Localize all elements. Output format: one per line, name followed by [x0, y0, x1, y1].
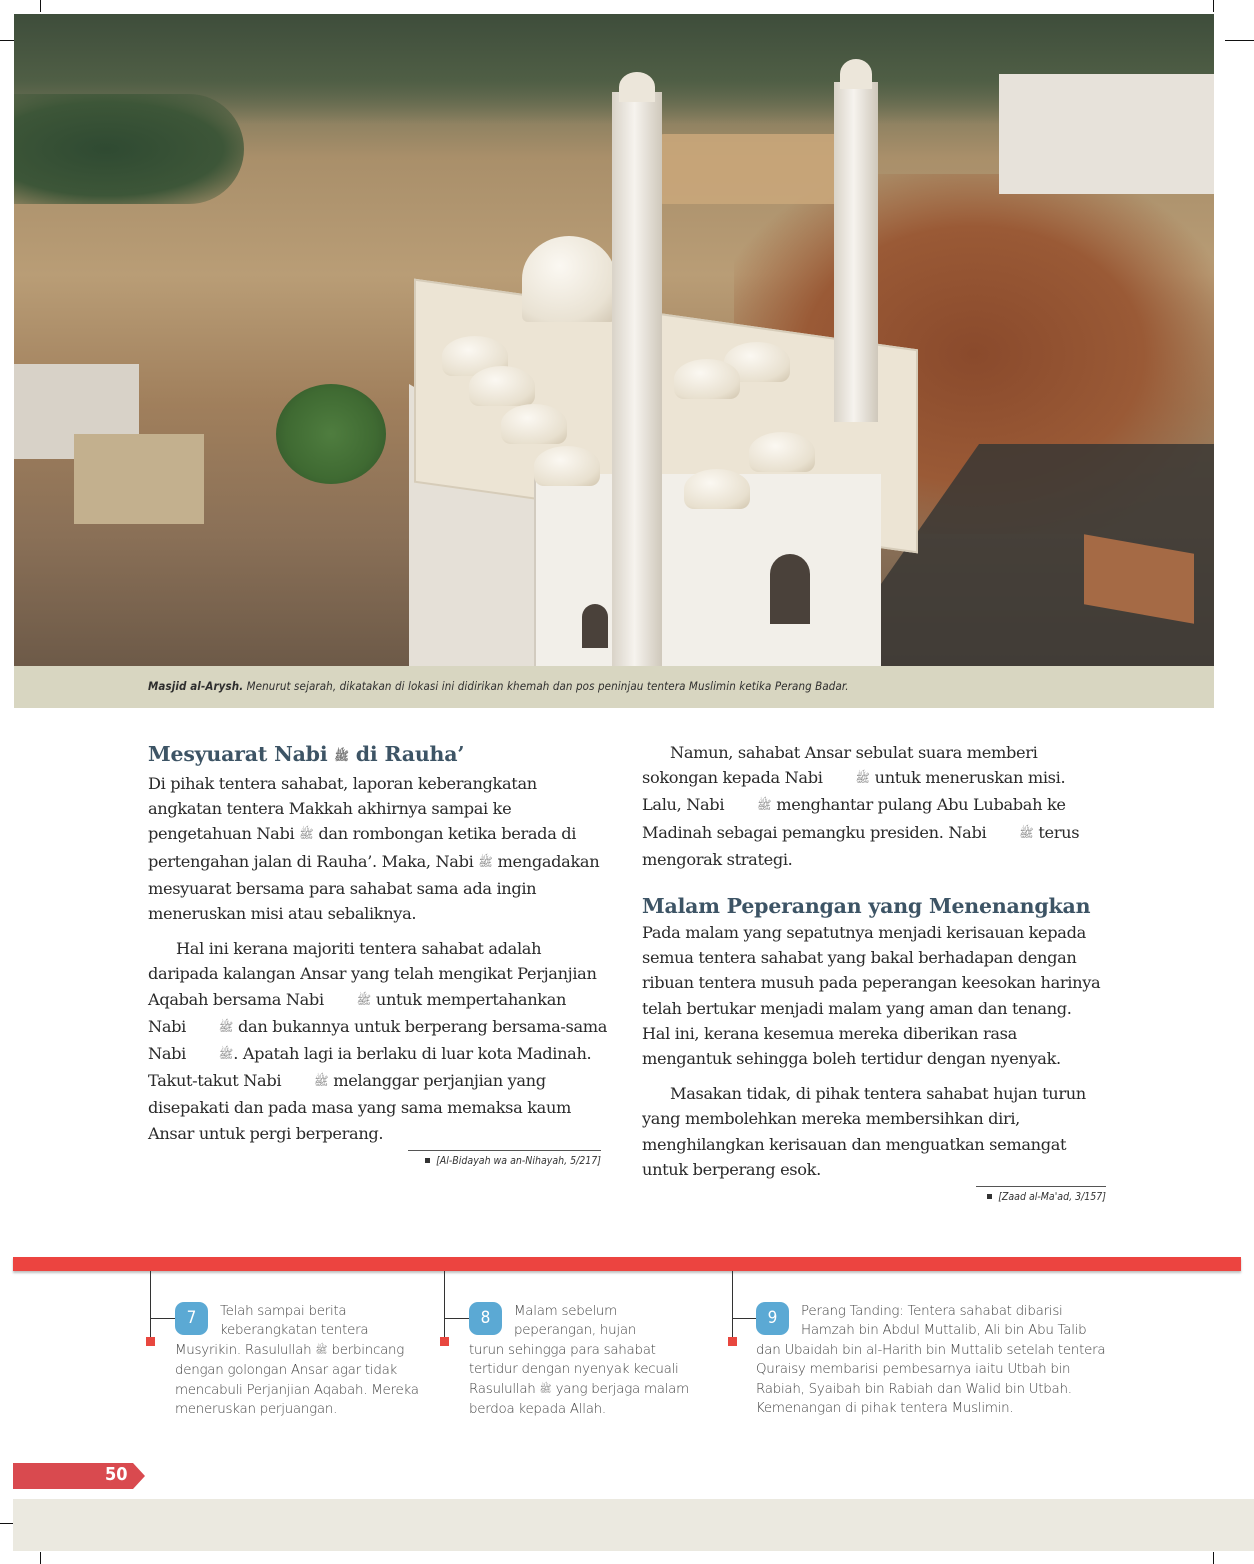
- timeline-text: [175, 1302, 425, 1419]
- text-run: untuk meneruskan misi. Lalu, Nabi: [642, 768, 1066, 815]
- text-run: Malam sebelum peperangan, hujan: [514, 1304, 637, 1339]
- text-run: dan rombongan ketika berada di pertengahan jalan di Rauha’. Maka, Nabi: [148, 824, 577, 871]
- timeline-connector: [150, 1271, 151, 1341]
- timeline-marker: [440, 1337, 449, 1346]
- crop-mark: [40, 0, 41, 12]
- timeline-connector: [444, 1271, 445, 1341]
- paragraph: [148, 936, 608, 1146]
- mosque-dome: [534, 446, 600, 486]
- heading-text: Mesyuarat Nabi: [148, 742, 335, 766]
- article-column-left: [148, 740, 608, 1167]
- timeline-connector: [444, 1318, 469, 1319]
- caption-text: [148, 679, 849, 693]
- reference-citation: [408, 1150, 601, 1167]
- text-run: mengadakan mesyuarat bersama para sahabat sama ada ingin meneruskan misi atau sebaliknya.: [148, 851, 600, 924]
- bullet-square-icon: [425, 1158, 430, 1163]
- crop-mark: [40, 1552, 41, 1564]
- crop-mark: [1213, 1552, 1214, 1564]
- mosque-dome: [501, 404, 567, 444]
- salawat-icon: ﷺ: [218, 1019, 234, 1034]
- text-run: Telah sampai berita keberangkatan tentera: [220, 1304, 369, 1339]
- minaret-left: [612, 92, 662, 666]
- timeline-marker: [146, 1337, 155, 1346]
- crop-mark: [1225, 40, 1254, 41]
- text-run: Namun, sahabat Ansar sebulat suara memberi sokongan kepada Nabi: [642, 743, 1038, 788]
- article-column-right: [642, 740, 1106, 1204]
- mosque-photo: [14, 14, 1214, 666]
- timeline-connector: [150, 1318, 175, 1319]
- salawat-icon: ﷺ: [299, 827, 314, 842]
- text-run: dan bukannya untuk berperang bersama-sama Nabi: [148, 1016, 608, 1064]
- salawat-icon: ﷺ: [356, 992, 372, 1007]
- section-heading-malam: Malam Peperangan yang Menenangkan: [642, 894, 1091, 919]
- timeline-marker: [728, 1337, 737, 1346]
- text-run: melanggar perjanjian yang disepakati dan pada masa yang sama memaksa kaum Ansar untuk pergi berperang.: [148, 1071, 572, 1143]
- photo-sand: [654, 134, 854, 204]
- reference-citation: [976, 1186, 1106, 1203]
- salawat-icon: ﷺ: [1019, 825, 1034, 840]
- paragraph: [642, 740, 1102, 872]
- timeline-text: [756, 1302, 1111, 1418]
- photo-building: [999, 74, 1214, 194]
- minaret-left-cap: [619, 72, 655, 102]
- salawat-icon: ﷺ: [855, 771, 870, 786]
- minaret-right-cap: [840, 59, 872, 89]
- timeline-number-badge: 9: [756, 1302, 789, 1335]
- mosque-main-dome: [522, 236, 616, 322]
- salawat-icon: ﷺ: [334, 749, 349, 763]
- section-heading-mesyuarat: [148, 740, 608, 771]
- mosque-arch: [770, 554, 810, 624]
- salawat-icon: ﷺ: [539, 1383, 552, 1395]
- text-run: turun sehingga para sahabat tertidur dengan nyenyak kecuali Rasulullah: [469, 1342, 679, 1397]
- paragraph: [148, 771, 608, 926]
- text-run: menghantar pulang Abu Lubabah ke Madinah sebagai pemangku presiden. Nabi: [642, 795, 1066, 842]
- crop-mark: [1213, 0, 1214, 12]
- photo-tree: [276, 384, 386, 484]
- photo-caption: [14, 666, 1214, 708]
- salawat-icon: ﷺ: [478, 854, 493, 869]
- footer-band: [13, 1499, 1254, 1551]
- text-run: untuk mempertahankan Nabi: [148, 989, 567, 1036]
- heading-text: di Rauha’: [348, 742, 465, 766]
- photo-trees: [14, 94, 244, 204]
- paragraph: Masakan tidak, di pihak tentera sahabat hujan turun yang membolehkan mereka membersihkan diri, menghilangkan kerisauan dan menguatkan semangat untuk berperang esok.: [642, 1084, 1086, 1179]
- mosque-dome: [469, 366, 535, 406]
- text-run: terus mengorak strategi.: [642, 822, 1080, 869]
- text-run: Hal ini kerana majoriti tentera sahabat adalah daripada kalangan Ansar yang telah mengikat Perjanjian Aqabah bersama Nabi: [148, 939, 597, 1009]
- bullet-square-icon: [987, 1194, 992, 1199]
- caption-title: Masjid al-Arysh.: [148, 679, 244, 693]
- mosque-dome: [749, 432, 815, 472]
- paragraph: Pada malam yang sepatutnya menjadi kerisauan kepada semua tentera sahabat yang bakal berhadapan dengan ribuan tentera musuh pada peperangan keesokan harinya telah bertukar menjadi malam yang aman dan tenang. Hal ini, kerana kesemua mereka diberikan rasa mengantuk sehingga boleh tertidur dengan nyenyak.: [642, 923, 1101, 1069]
- timeline-connector: [732, 1318, 757, 1319]
- timeline-connector: [732, 1271, 733, 1341]
- timeline-number-badge: 8: [469, 1302, 502, 1335]
- reference-text: [Al-Bidayah wa an-Nihayah, 5/217]: [436, 1154, 601, 1167]
- mosque-dome: [684, 469, 750, 509]
- text-run: yang berjaga malam berdoa kepada Allah.: [469, 1381, 689, 1418]
- page-number-tab-tip: [133, 1463, 145, 1489]
- mosque-dome: [674, 359, 740, 399]
- reference-text: [Zaad al-Ma'ad, 3/157]: [998, 1191, 1106, 1204]
- text-run: berbincang dengan golongan Ansar agar tidak mencabuli Perjanjian Aqabah. Mereka meneruskan perjuangan.: [175, 1342, 419, 1418]
- text-run: Musyrikin. Rasulullah: [175, 1342, 316, 1358]
- salawat-icon: ﷺ: [218, 1047, 234, 1062]
- timeline-number-badge: 7: [175, 1302, 208, 1335]
- text-run: . Apatah lagi ia berlaku di luar kota Madinah. Takut-takut Nabi: [148, 1044, 592, 1091]
- mosque-arch: [582, 604, 608, 648]
- caption-body: Menurut sejarah, dikatakan di lokasi ini didirikan khemah dan pos peninjau tentera Muslimin ketika Perang Badar.: [243, 679, 849, 693]
- text-run: dan Ubaidah bin al-Harith bin Muttalib setelah tentera Quraisy membarisi pembesarnya iaitu Utbah bin Rabiah, Syaibah bin Rabiah dan Walid bin Utbah. Kemenangan di pihak tentera Muslimin.: [756, 1342, 1106, 1417]
- timeline-bar: [13, 1257, 1241, 1271]
- text-run: Perang Tanding: Tentera sahabat dibarisi Hamzah bin Abdul Muttalib, Ali bin Abu Talib: [801, 1304, 1087, 1339]
- salawat-icon: ﷺ: [314, 1074, 329, 1089]
- minaret-right: [834, 82, 878, 422]
- text-run: Di pihak tentera sahabat, laporan keberangkatan angkatan tentera Makkah akhirnya sampai ke pengetahuan Nabi: [148, 774, 537, 844]
- timeline-text: [469, 1302, 699, 1419]
- photo-building: [74, 434, 204, 524]
- salawat-icon: ﷺ: [756, 798, 772, 813]
- salawat-icon: ﷺ: [315, 1344, 328, 1356]
- page-number: 50: [105, 1464, 128, 1485]
